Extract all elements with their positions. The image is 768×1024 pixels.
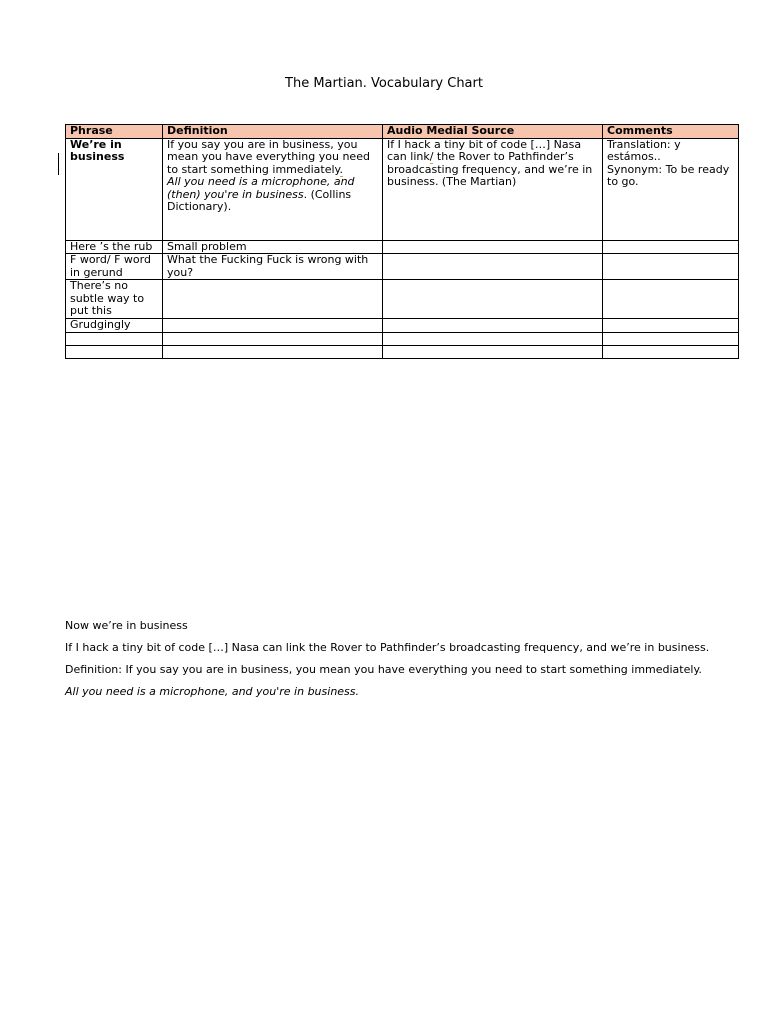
table-row (66, 254, 739, 280)
phrase-cell: There’s no subtle way to put this (66, 280, 163, 319)
phrase-cell: We’re in business (66, 138, 163, 240)
source-cell (383, 345, 603, 358)
definition-text: If you say you are in business, you mean you have everything you need to start something immediately (167, 138, 370, 176)
note-example: All you need is a microphone, and you're in business. (65, 685, 360, 698)
source-cell (383, 138, 603, 240)
vocabulary-table (65, 124, 739, 359)
comment-synonym: Synonym: To be ready to go. (607, 162, 730, 188)
table-header-row (66, 125, 739, 139)
comments-cell (603, 280, 739, 319)
definition-period: . (339, 162, 344, 176)
table-row (66, 345, 739, 358)
definition-cell (163, 280, 383, 319)
comments-cell (603, 240, 739, 254)
phrase-cell: Grudgingly (66, 319, 163, 333)
comments-cell (603, 254, 739, 280)
definition-cell (163, 332, 383, 345)
source-cell (383, 332, 603, 345)
phrase-cell (66, 345, 163, 358)
source-cell (383, 254, 603, 280)
note-quote: If I hack a tiny bit of code […] Nasa can link the Rover to Pathfinder’s broadcasting frequency, and we’re in business. (65, 641, 710, 654)
comments-cell (603, 319, 739, 333)
text-cursor (58, 153, 59, 175)
source-text-b: the Rover to Pathfinder’s broadcasting frequency, and we’re in business. (The Martian) (387, 150, 593, 188)
table-row (66, 240, 739, 254)
table-row (66, 138, 739, 240)
definition-cell (163, 345, 383, 358)
note-heading: Now we’re in business (65, 619, 188, 632)
header-definition: Definition (163, 125, 383, 139)
source-cell (383, 280, 603, 319)
notes-section (65, 619, 715, 707)
source-mark: / (429, 150, 434, 163)
source-cell (383, 319, 603, 333)
header-phrase: Phrase (66, 125, 163, 139)
comments-cell (603, 138, 739, 240)
definition-example: All you need is a microphone, and (then) you're in business (167, 175, 355, 201)
comment-translation: Translation: y estámos.. (607, 138, 681, 163)
source-cell (383, 240, 603, 254)
comments-cell (603, 332, 739, 345)
phrase-cell: Here ’s the rub (66, 240, 163, 254)
header-comments: Comments (603, 125, 739, 139)
definition-citation: . (Collins Dictionary). (167, 187, 352, 213)
definition-cell (163, 319, 383, 333)
note-definition: Definition: If you say you are in business, you mean you have everything you need to start something immediately. (65, 663, 702, 676)
header-audio-source: Audio Medial Source (383, 125, 603, 139)
phrase-cell: F word/ F word in gerund (66, 254, 163, 280)
definition-cell: What the Fucking Fuck is wrong with you? (163, 254, 383, 280)
comments-cell (603, 345, 739, 358)
definition-cell (163, 138, 383, 240)
definition-cell: Small problem (163, 240, 383, 254)
source-text-a: If I hack a tiny bit of code […] Nasa can link (387, 138, 582, 163)
table-row (66, 280, 739, 319)
table-row (66, 319, 739, 333)
document-title: The Martian. Vocabulary Chart (285, 76, 483, 91)
table-row (66, 332, 739, 345)
phrase-cell (66, 332, 163, 345)
